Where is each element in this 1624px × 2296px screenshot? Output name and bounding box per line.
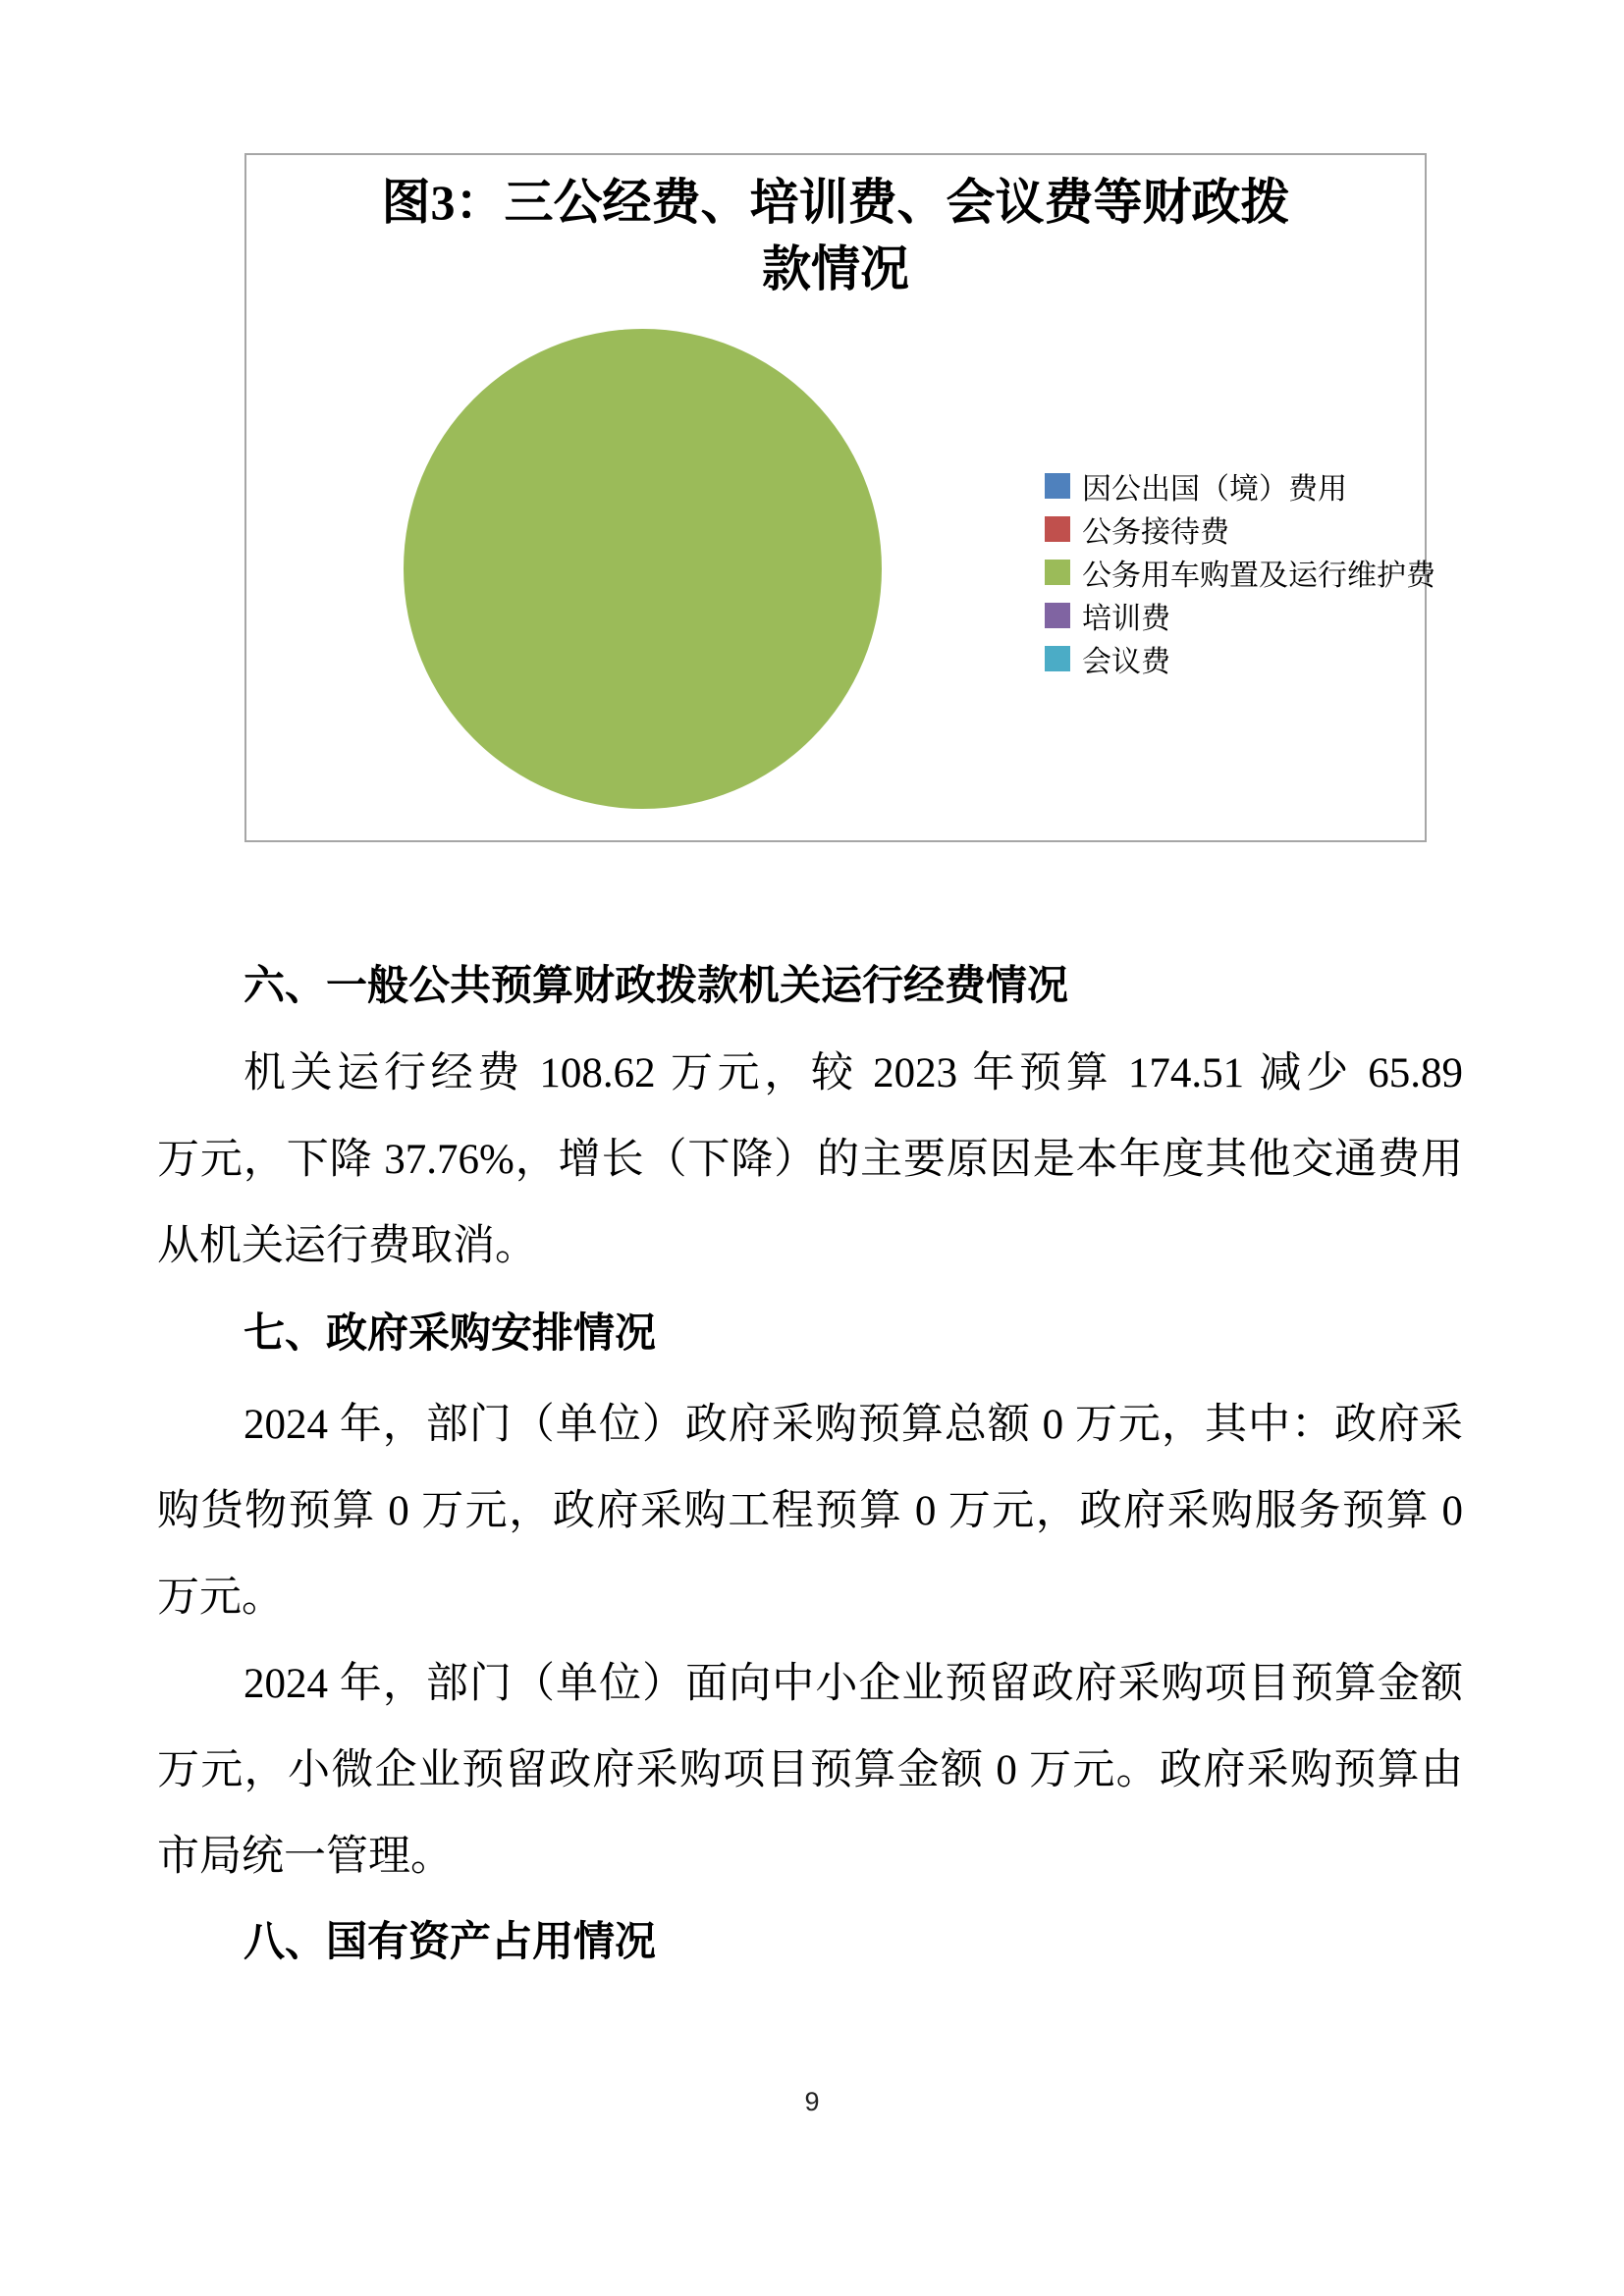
paragraph-line: 2024 年，部门（单位）政府采购预算总额 0 万元，其中：政府采 <box>244 1402 1463 1448</box>
paragraph-line: 从机关运行费取消。 <box>157 1223 537 1269</box>
legend-swatch-icon <box>1045 516 1070 542</box>
legend-item <box>1045 551 1435 594</box>
paragraph-line: 市局统一管理。 <box>157 1834 453 1880</box>
legend-item <box>1045 464 1435 507</box>
legend-swatch-icon <box>1045 646 1070 671</box>
paragraph-line: 万元，下降 37.76%，增长（下降）的主要原因是本年度其他交通费用 <box>157 1137 1463 1183</box>
paragraph-line: 机关运行经费 108.62 万元，较 2023 年预算 174.51 减少 65.89 <box>244 1050 1463 1096</box>
page-number: 9 <box>804 2087 820 2116</box>
paragraph-line: 2024 年，部门（单位）面向中小企业预留政府采购项目预算金额 <box>244 1661 1463 1707</box>
chart-legend <box>1045 464 1435 680</box>
paragraph-line: 万元。 <box>157 1575 284 1621</box>
legend-item <box>1045 594 1435 637</box>
section-heading-8: 八、国有资产占用情况 <box>244 1918 657 1964</box>
legend-swatch-icon <box>1045 560 1070 585</box>
legend-label: 会议费 <box>1082 646 1170 678</box>
paragraph-line: 万元，小微企业预留政府采购项目预算金额 0 万元。政府采购预算由 <box>157 1747 1463 1793</box>
paragraph-line: 购货物预算 0 万元，政府采购工程预算 0 万元，政府采购服务预算 0 <box>157 1488 1463 1534</box>
legend-label: 因公出国（境）费用 <box>1082 473 1347 506</box>
legend-label: 培训费 <box>1082 603 1170 635</box>
legend-swatch-icon <box>1045 473 1070 499</box>
legend-label: 公务接待费 <box>1082 516 1229 549</box>
figure-title-line2: 款情况 <box>762 241 909 296</box>
legend-swatch-icon <box>1045 603 1070 628</box>
legend-item <box>1045 507 1435 551</box>
pie-chart <box>404 329 882 809</box>
legend-item <box>1045 637 1435 680</box>
section-heading-7: 七、政府采购安排情况 <box>244 1309 657 1356</box>
figure-title <box>246 169 1425 302</box>
section-heading-6: 六、一般公共预算财政拨款机关运行经费情况 <box>244 962 1069 1008</box>
figure-title-line1: 图3：三公经费、培训费、会议费等财政拨 <box>381 175 1290 230</box>
legend-label: 公务用车购置及运行维护费 <box>1082 560 1435 592</box>
figure-frame <box>244 153 1435 842</box>
